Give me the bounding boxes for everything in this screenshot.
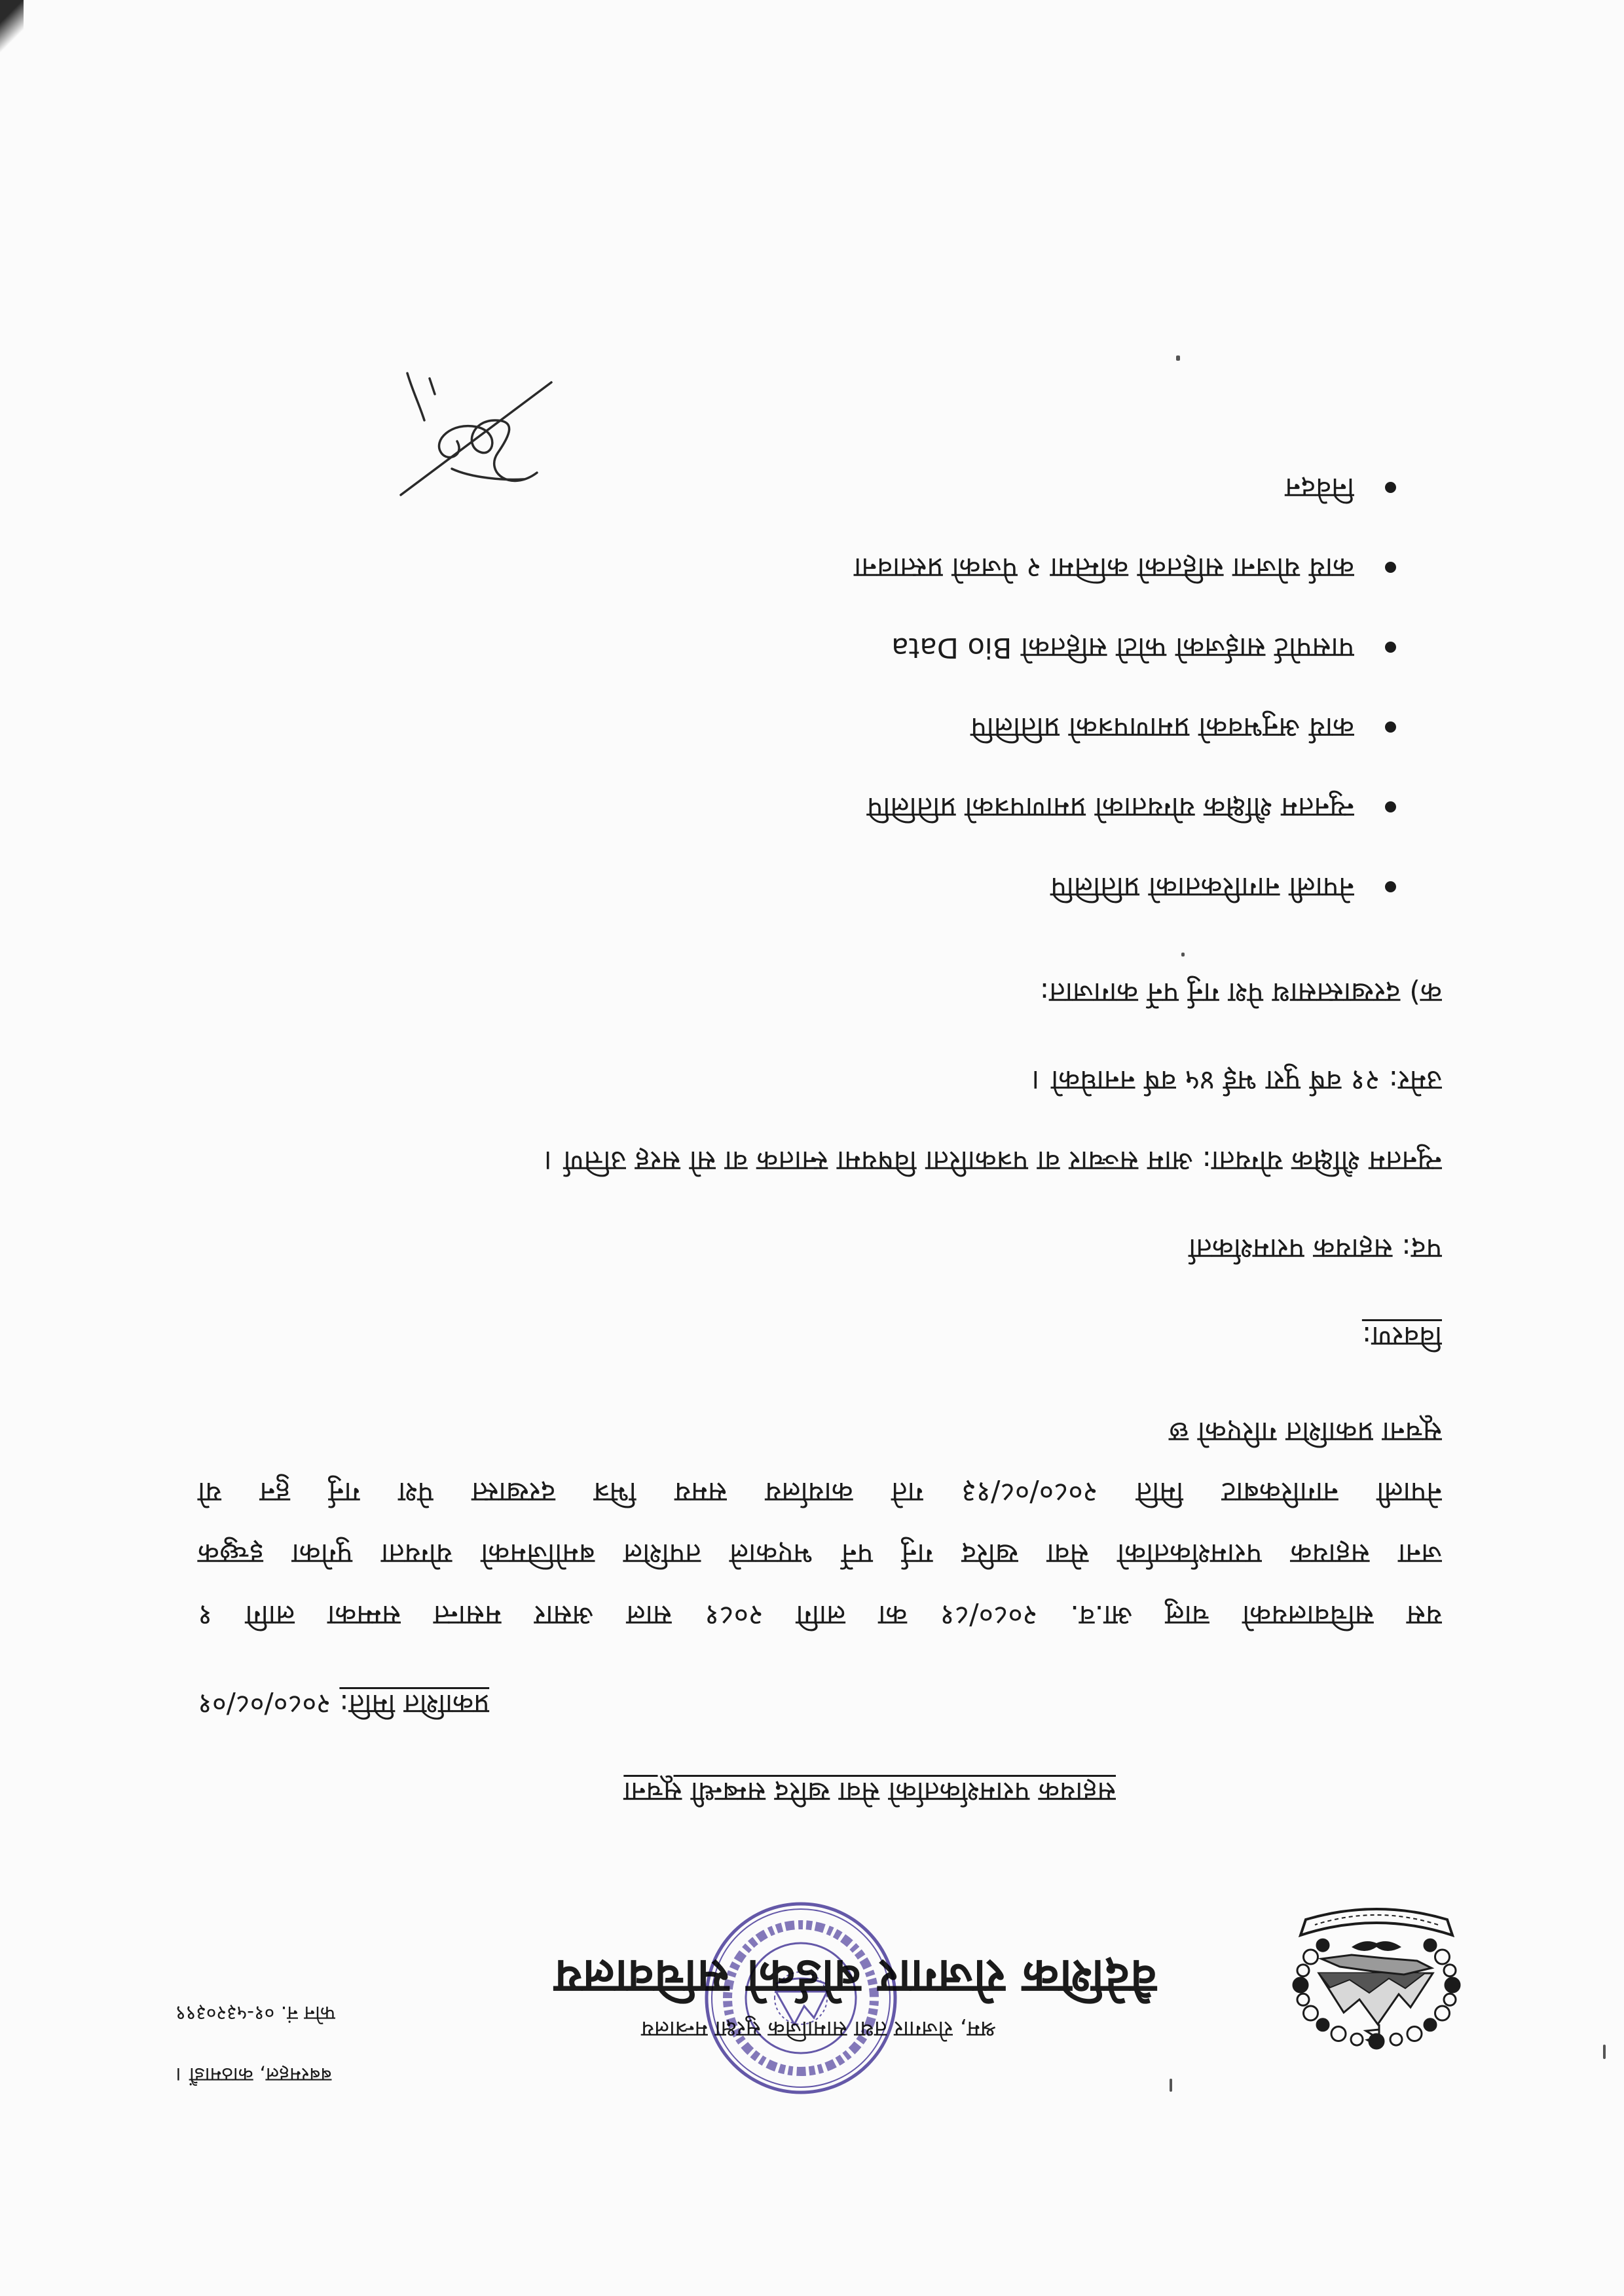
list-item [854,426,1401,506]
bullet-icon [1385,562,1396,573]
office-name: वैदेशिक रोजगार बोर्डको सचिवालय [553,1950,1156,2005]
qualification-line: न्युनतम शैक्षिक योग्यता: आम सञ्चार वा पत्रकारिता विषयमा स्नातक वा सो सरह उत्तिर्ण । [544,1144,1442,1177]
garland-flower [1407,2027,1422,2041]
office-phone: फोन नं. ०१-५३२०३९९ [175,2001,336,2024]
list-item [854,506,1401,586]
garland-flower [1304,2006,1318,2020]
notice-body-line: नेपाली नागरिकबाट मिति २०८०/०८/१३ गते कार्यालय समय भित्र दरखास्त पेश गर्नु हुन यो [198,1476,1442,1508]
list-item [854,666,1401,746]
list-item-label: नेपाली नागरिकताको प्रतिलिपि [1050,871,1354,903]
bullet-icon [1385,881,1396,892]
scan-speck [1181,953,1185,957]
scan-speck [1603,2045,1606,2059]
scan-edge-shadow [0,0,24,52]
list-item [854,826,1401,905]
ministry-name: श्रम, रोजगार तथा सामाजिक सुरक्षा मन्त्रालय [641,2016,996,2042]
garland-flower [1444,1994,1456,2005]
scan-speck [1176,355,1180,361]
garland-flower [1297,1994,1309,2005]
list-item-label: पासपोर्ट साईजको फोटो सहितको Bio Data [891,631,1354,664]
garland-flower [1317,2019,1329,2031]
notice-body-line: सूचना प्रकाशित गरिएको छ [1169,1415,1442,1448]
notice-body-line: यस सचिवालयको चालु आ.व. २०८०/८१ का लागि २०८१ साल असार मसान्त सम्मका लागि १ [198,1599,1442,1631]
list-item-label: निवेदन [1285,471,1354,504]
list-item [854,586,1401,666]
list-item-label: न्युनतम शैक्षिक योग्यताको प्रमाणपत्रको प्रतिलिपि [866,791,1354,824]
nepal-government-emblem-icon [1289,1901,1464,2050]
office-seal-icon [703,1900,899,2096]
bullet-icon [1385,801,1396,812]
garland-flower [1297,1965,1309,1977]
list-item [854,746,1401,826]
handwritten-signature-icon [386,371,563,519]
garland-flower [1317,1939,1329,1951]
documents-heading: क) दरखास्तसाथ पेश गर्नु पर्ने कागजात: [1039,976,1442,1009]
garland-flower [1304,1950,1318,1964]
notice-title: सहायक परामर्शकर्ताको सेवा खरिद सम्बन्धी सूचना [623,1776,1116,1808]
scan-speck [1170,2079,1172,2092]
published-date-label: प्रकाशित मिति: [339,1688,490,1721]
garland-flower [1435,2006,1450,2020]
published-date-line [198,1686,489,1724]
bullet-icon [1385,482,1396,493]
details-heading: विवरण: [1361,1320,1442,1353]
garland-flower [1435,1950,1450,1964]
garland-flower [1293,1978,1308,1992]
age-line: उमेर: २१ वर्ष पुरा भई ४५ वर्ष ननाघेको । [1031,1064,1442,1097]
garland-flower [1424,2019,1436,2031]
published-date-value: २०८०/०८/०१ [198,1688,331,1721]
notice-body-line: जना सहायक परामर्शकर्ताको सेवा खरिद गर्नु पर्ने भएकाले तपशिल बमोजिमको योग्यता पुगेका इच्छुक [198,1537,1442,1570]
required-documents-list [854,426,1401,905]
garland-flower [1444,1965,1456,1977]
garland-flower [1445,1978,1460,1992]
bullet-icon [1385,721,1396,733]
garland-flower [1351,2033,1363,2045]
garland-flower [1424,1939,1436,1951]
post-line: पद: सहायक परामर्शकर्ता [1189,1232,1442,1265]
list-item-label: कार्य अनुभवको प्रमाणपत्रको प्रतिलिपि [970,711,1354,744]
bullet-icon [1385,642,1396,653]
list-item-label: कार्य योजना सहितको कम्तिमा २ पेजको प्रस्तावना [854,551,1354,584]
garland-flower [1331,2027,1346,2041]
garland-flower [1390,2033,1402,2045]
office-address: बबरमहल, काठमाडौं । [175,2063,332,2086]
